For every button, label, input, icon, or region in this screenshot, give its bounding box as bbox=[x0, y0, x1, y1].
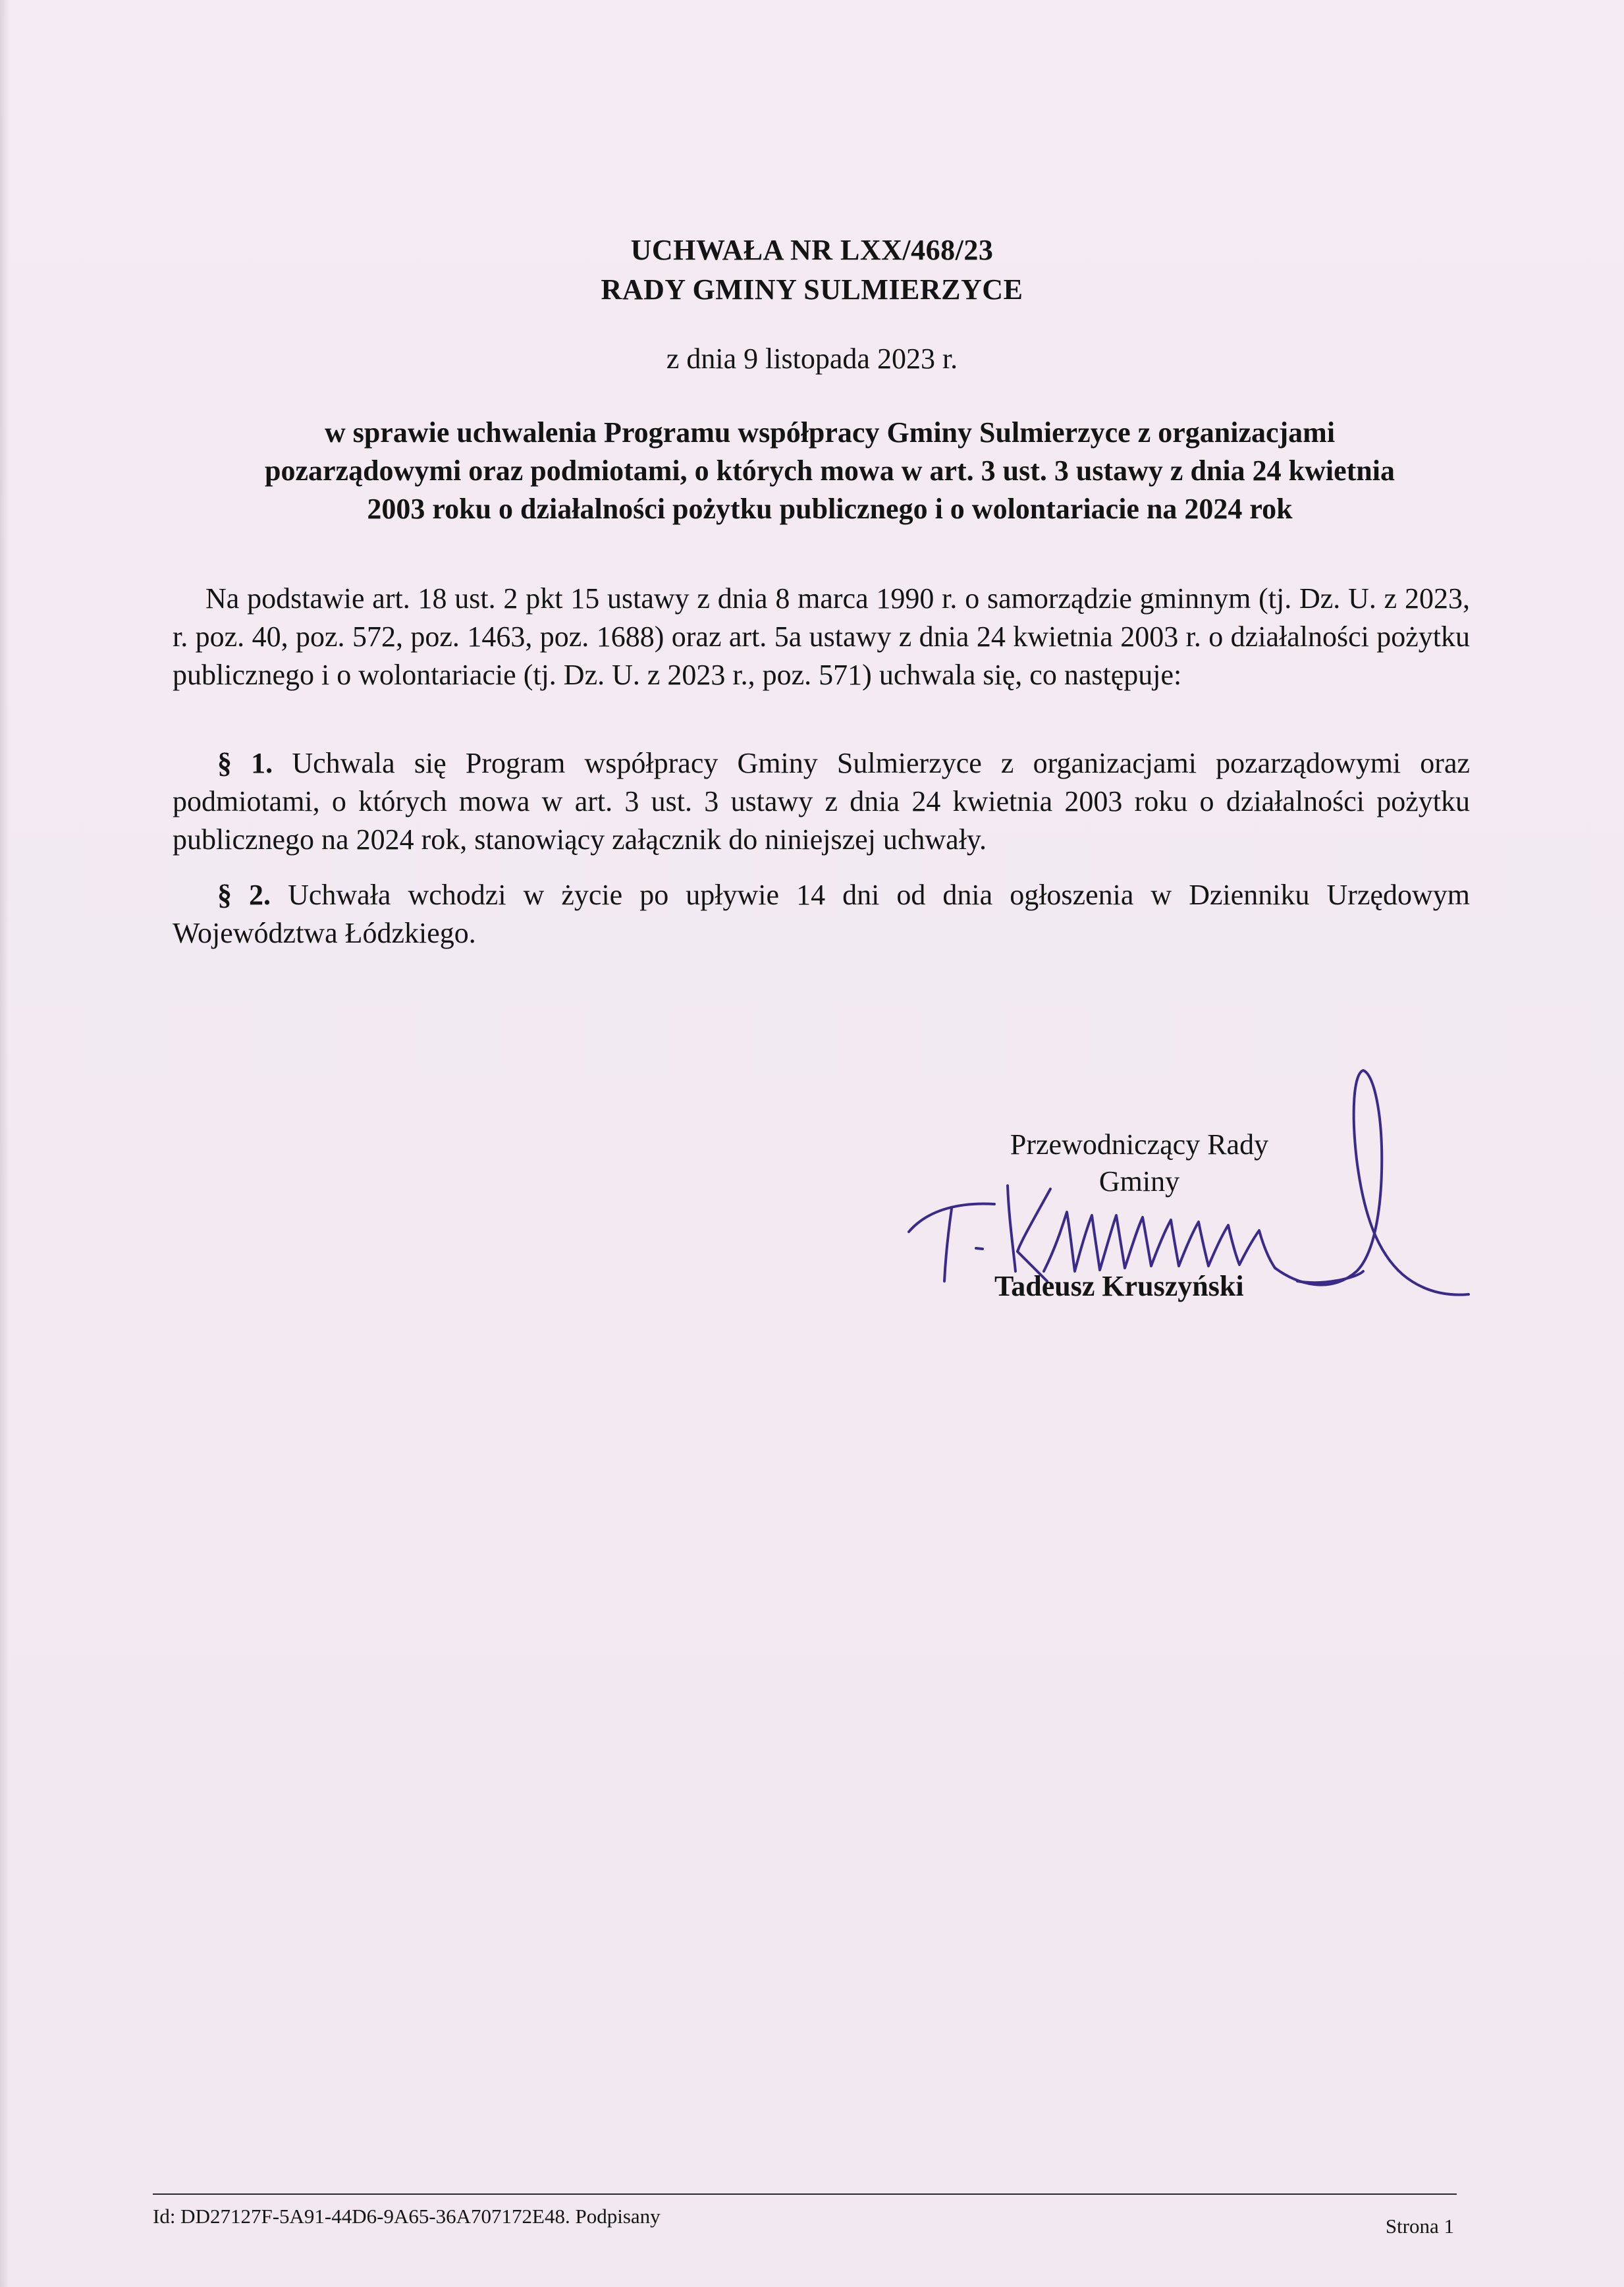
signatory-title-line: Przewodniczący Rady bbox=[1010, 1128, 1269, 1161]
resolution-subject bbox=[171, 414, 1488, 528]
footer-divider bbox=[153, 2193, 1457, 2195]
council-name: RADY GMINY SULMIERZYCE bbox=[601, 273, 1023, 306]
subject-line: 2003 roku o działalności pożytku publicznego i o wolontariacie na 2024 rok bbox=[367, 493, 1293, 525]
paragraph-1-mark: § 1. bbox=[217, 747, 273, 779]
signatory-title-line: Gminy bbox=[1098, 1165, 1180, 1198]
paragraph-2-text: Uchwała wchodzi w życie po upływie 14 dni od dnia ogłoszenia w Dzienniku Urzędowym Województwa Łódzkiego. bbox=[173, 879, 1471, 949]
signatory-name: Tadeusz Kruszyński bbox=[994, 1270, 1244, 1302]
subject-line: pozarządowymi oraz podmiotami, o których mowa w art. 3 ust. 3 ustawy z dnia 24 kwietnia bbox=[265, 455, 1395, 487]
resolution-number: UCHWAŁA NR LXX/468/23 bbox=[630, 234, 994, 266]
subject-line: w sprawie uchwalenia Programu współpracy Gminy Sulmierzyce z organizacjami bbox=[324, 416, 1336, 449]
paragraph-2-mark: § 2. bbox=[217, 879, 271, 911]
paragraph-2 bbox=[173, 876, 1470, 952]
paragraph-1 bbox=[173, 744, 1470, 859]
resolution-title bbox=[0, 231, 1624, 310]
legal-basis-paragraph: Na podstawie art. 18 ust. 2 pkt 15 ustawy z dnia 8 marca 1990 r. o samorządzie gminnym (tj. Dz. U. z 2023, r. poz. 40, poz. 572, poz. 1463, poz. 1688) oraz art. 5a ustawy z dnia 24 kwietnia 2003 r. o działalności pożytku publicznego i o wolontariacie (tj. Dz. U. z 2023 r., poz. 571) uchwala się, co następuje: bbox=[173, 582, 1470, 691]
document-id: Id: DD27127F-5A91-44D6-9A65-36A707172E48. Podpisany bbox=[153, 2205, 661, 2228]
page-number: Strona 1 bbox=[1385, 2215, 1454, 2238]
resolution-date: z dnia 9 listopada 2023 r. bbox=[666, 343, 958, 375]
paragraph-1-text: Uchwala się Program współpracy Gminy Sulmierzyce z organizacjami pozarządowymi oraz podmiotami, o których mowa w art. 3 ust. 3 ustawy z dnia 24 kwietnia 2003 roku o działalności pożytku publicznego na 2024 rok, stanowiący załącznik do niniejszej uchwały. bbox=[173, 747, 1471, 856]
signature-strokes bbox=[909, 1070, 1469, 1295]
